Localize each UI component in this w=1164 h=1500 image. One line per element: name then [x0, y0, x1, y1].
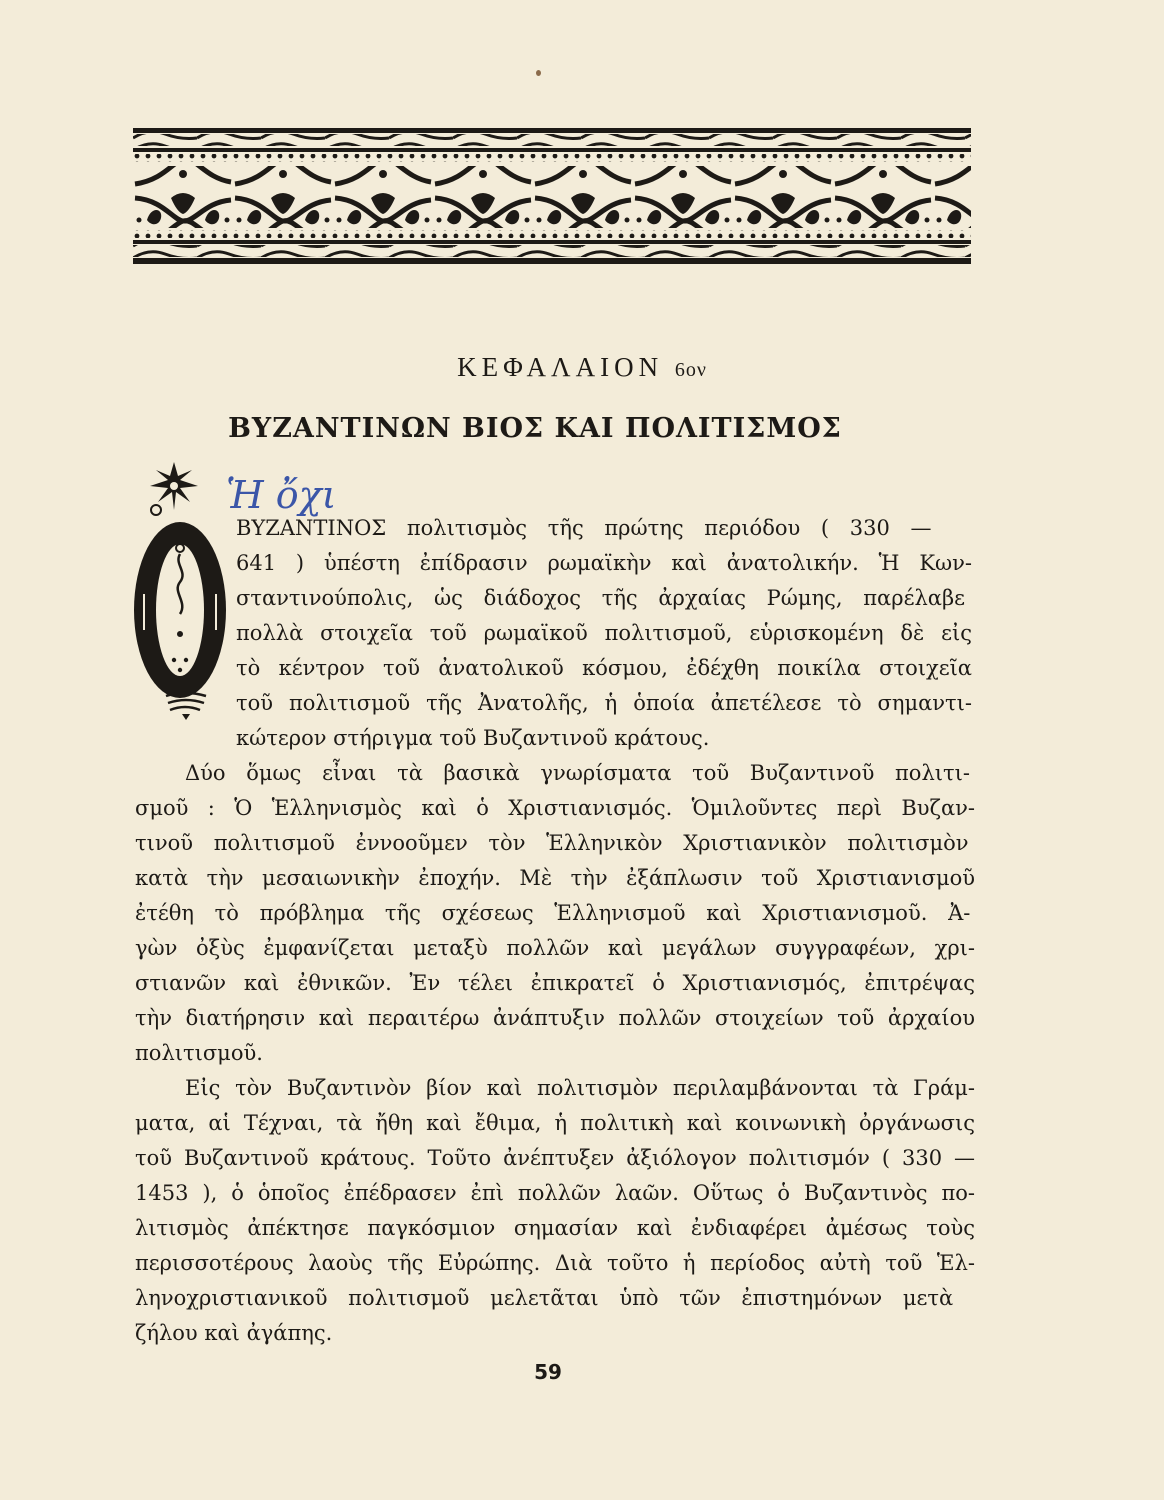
text-line: τὸ κέντρον τοῦ ἀνατολικοῦ κόσμου, ἐδέχθη ποικίλα στοιχεῖα	[236, 656, 972, 680]
handwritten-text: Ἡ ὄχι	[226, 473, 337, 517]
text-line: τοῦ πολιτισμοῦ τῆς Ἀνατολῆς, ἡ ὁποία ἀπετέλεσε τὸ σημαντι-	[236, 691, 972, 715]
text-line: Δύο ὅμως εἶναι τὰ βασικὰ γνωρίσματα τοῦ Βυζαντινοῦ πολιτι-	[185, 761, 970, 785]
text-line: τινοῦ πολιτισμοῦ ἐννοοῦμεν τὸν Ἑλληνικὸν Χριστιανικὸν πολιτισμὸν	[135, 831, 969, 855]
chapter-ordinal: 6ον	[674, 359, 707, 381]
text-line: ληνοχριστιανικοῦ πολιτισμοῦ μελετᾶται ὑπὸ τῶν ἐπιστημόνων μετὰ	[135, 1286, 954, 1310]
text-line: τοῦ Βυζαντινοῦ κράτους. Τοῦτο ἀνέπτυξεν ἀξιόλογον πολιτισμόν ( 330 —	[135, 1146, 975, 1170]
text-line: ΒΥΖΑΝΤΙΝΟΣ πολιτισμὸς τῆς πρώτης περιόδου ( 330 —	[236, 516, 932, 540]
text-line: 1453 ), ὁ ὁποῖος ἐπέδρασεν ἐπὶ πολλῶν λαῶν. Οὕτως ὁ Βυζαντινὸς πο-	[135, 1181, 975, 1205]
text-line: κατὰ τὴν μεσαιωνικὴν ἐποχήν. Μὲ τὴν ἐξάπλωσιν τοῦ Χριστιανισμοῦ	[135, 866, 975, 890]
chapter-label: ΚΕΦΑΛΑΙΟΝ	[457, 352, 664, 382]
page-number: 59	[534, 1360, 562, 1384]
text-line: σμοῦ : Ὁ Ἑλληνισμὸς καὶ ὁ Χριστιανισμός. Ὁμιλοῦντες περὶ Βυζαν-	[135, 796, 975, 820]
text-line: γὼν ὀξὺς ἐμφανίζεται μεταξὺ πολλῶν καὶ μεγάλων συγγραφέων, χρι-	[135, 936, 975, 960]
text-line: ματα, αἱ Τέχναι, τὰ ἤθη καὶ ἔθιμα, ἡ πολιτικὴ καὶ κοινωνικὴ ὀργάνωσις	[135, 1111, 975, 1135]
text-line: 641 ) ὑπέστη ἐπίδρασιν ρωμαϊκὴν καὶ ἀνατολικήν. Ἡ Κων-	[236, 551, 972, 575]
text-line: ζήλου καὶ ἀγάπης.	[135, 1321, 333, 1345]
text-line: πολιτισμοῦ.	[135, 1041, 263, 1065]
text-line: σταντινούπολις, ὡς διάδοχος τῆς ἀρχαίας Ρώμης, παρέλαβε	[236, 586, 965, 610]
text-line: πολλὰ στοιχεῖα τοῦ ρωμαϊκοῦ πολιτισμοῦ, εὑρισκομένη δὲ εἰς	[236, 621, 972, 645]
text-line: λιτισμὸς ἀπέκτησε παγκόσμιον σημασίαν καὶ ἐνδιαφέρει ἀμέσως τοὺς	[135, 1216, 975, 1240]
text-line: Εἰς τὸν Βυζαντινὸν βίον καὶ πολιτισμὸν περιλαμβάνονται τὰ Γράμ-	[185, 1076, 975, 1100]
chapter-title: ΒΥΖΑΝΤΙΝΩΝ ΒΙΟΣ ΚΑΙ ΠΟΛΙΤΙΣΜΟΣ	[228, 413, 842, 444]
text-line: περισσοτέρους λαοὺς τῆς Εὐρώπης. Διὰ τοῦτο ἡ περίοδος αὐτὴ τοῦ Ἑλ-	[135, 1251, 975, 1275]
text-line: ἐτέθη τὸ πρόβλημα τῆς σχέσεως Ἑλληνισμοῦ καὶ Χριστιανισμοῦ. Ἀ-	[135, 901, 971, 925]
text-line: κώτερον στήριγμα τοῦ Βυζαντινοῦ κράτους.	[236, 726, 710, 750]
text-line: τὴν διατήρησιν καὶ περαιτέρω ἀνάπτυξιν πολλῶν στοιχείων τοῦ ἀρχαίου	[135, 1006, 975, 1030]
text-line: στιανῶν καὶ ἐθνικῶν. Ἐν τέλει ἐπικρατεῖ ὁ Χριστιανισμός, ἐπιτρέψας	[135, 971, 975, 995]
